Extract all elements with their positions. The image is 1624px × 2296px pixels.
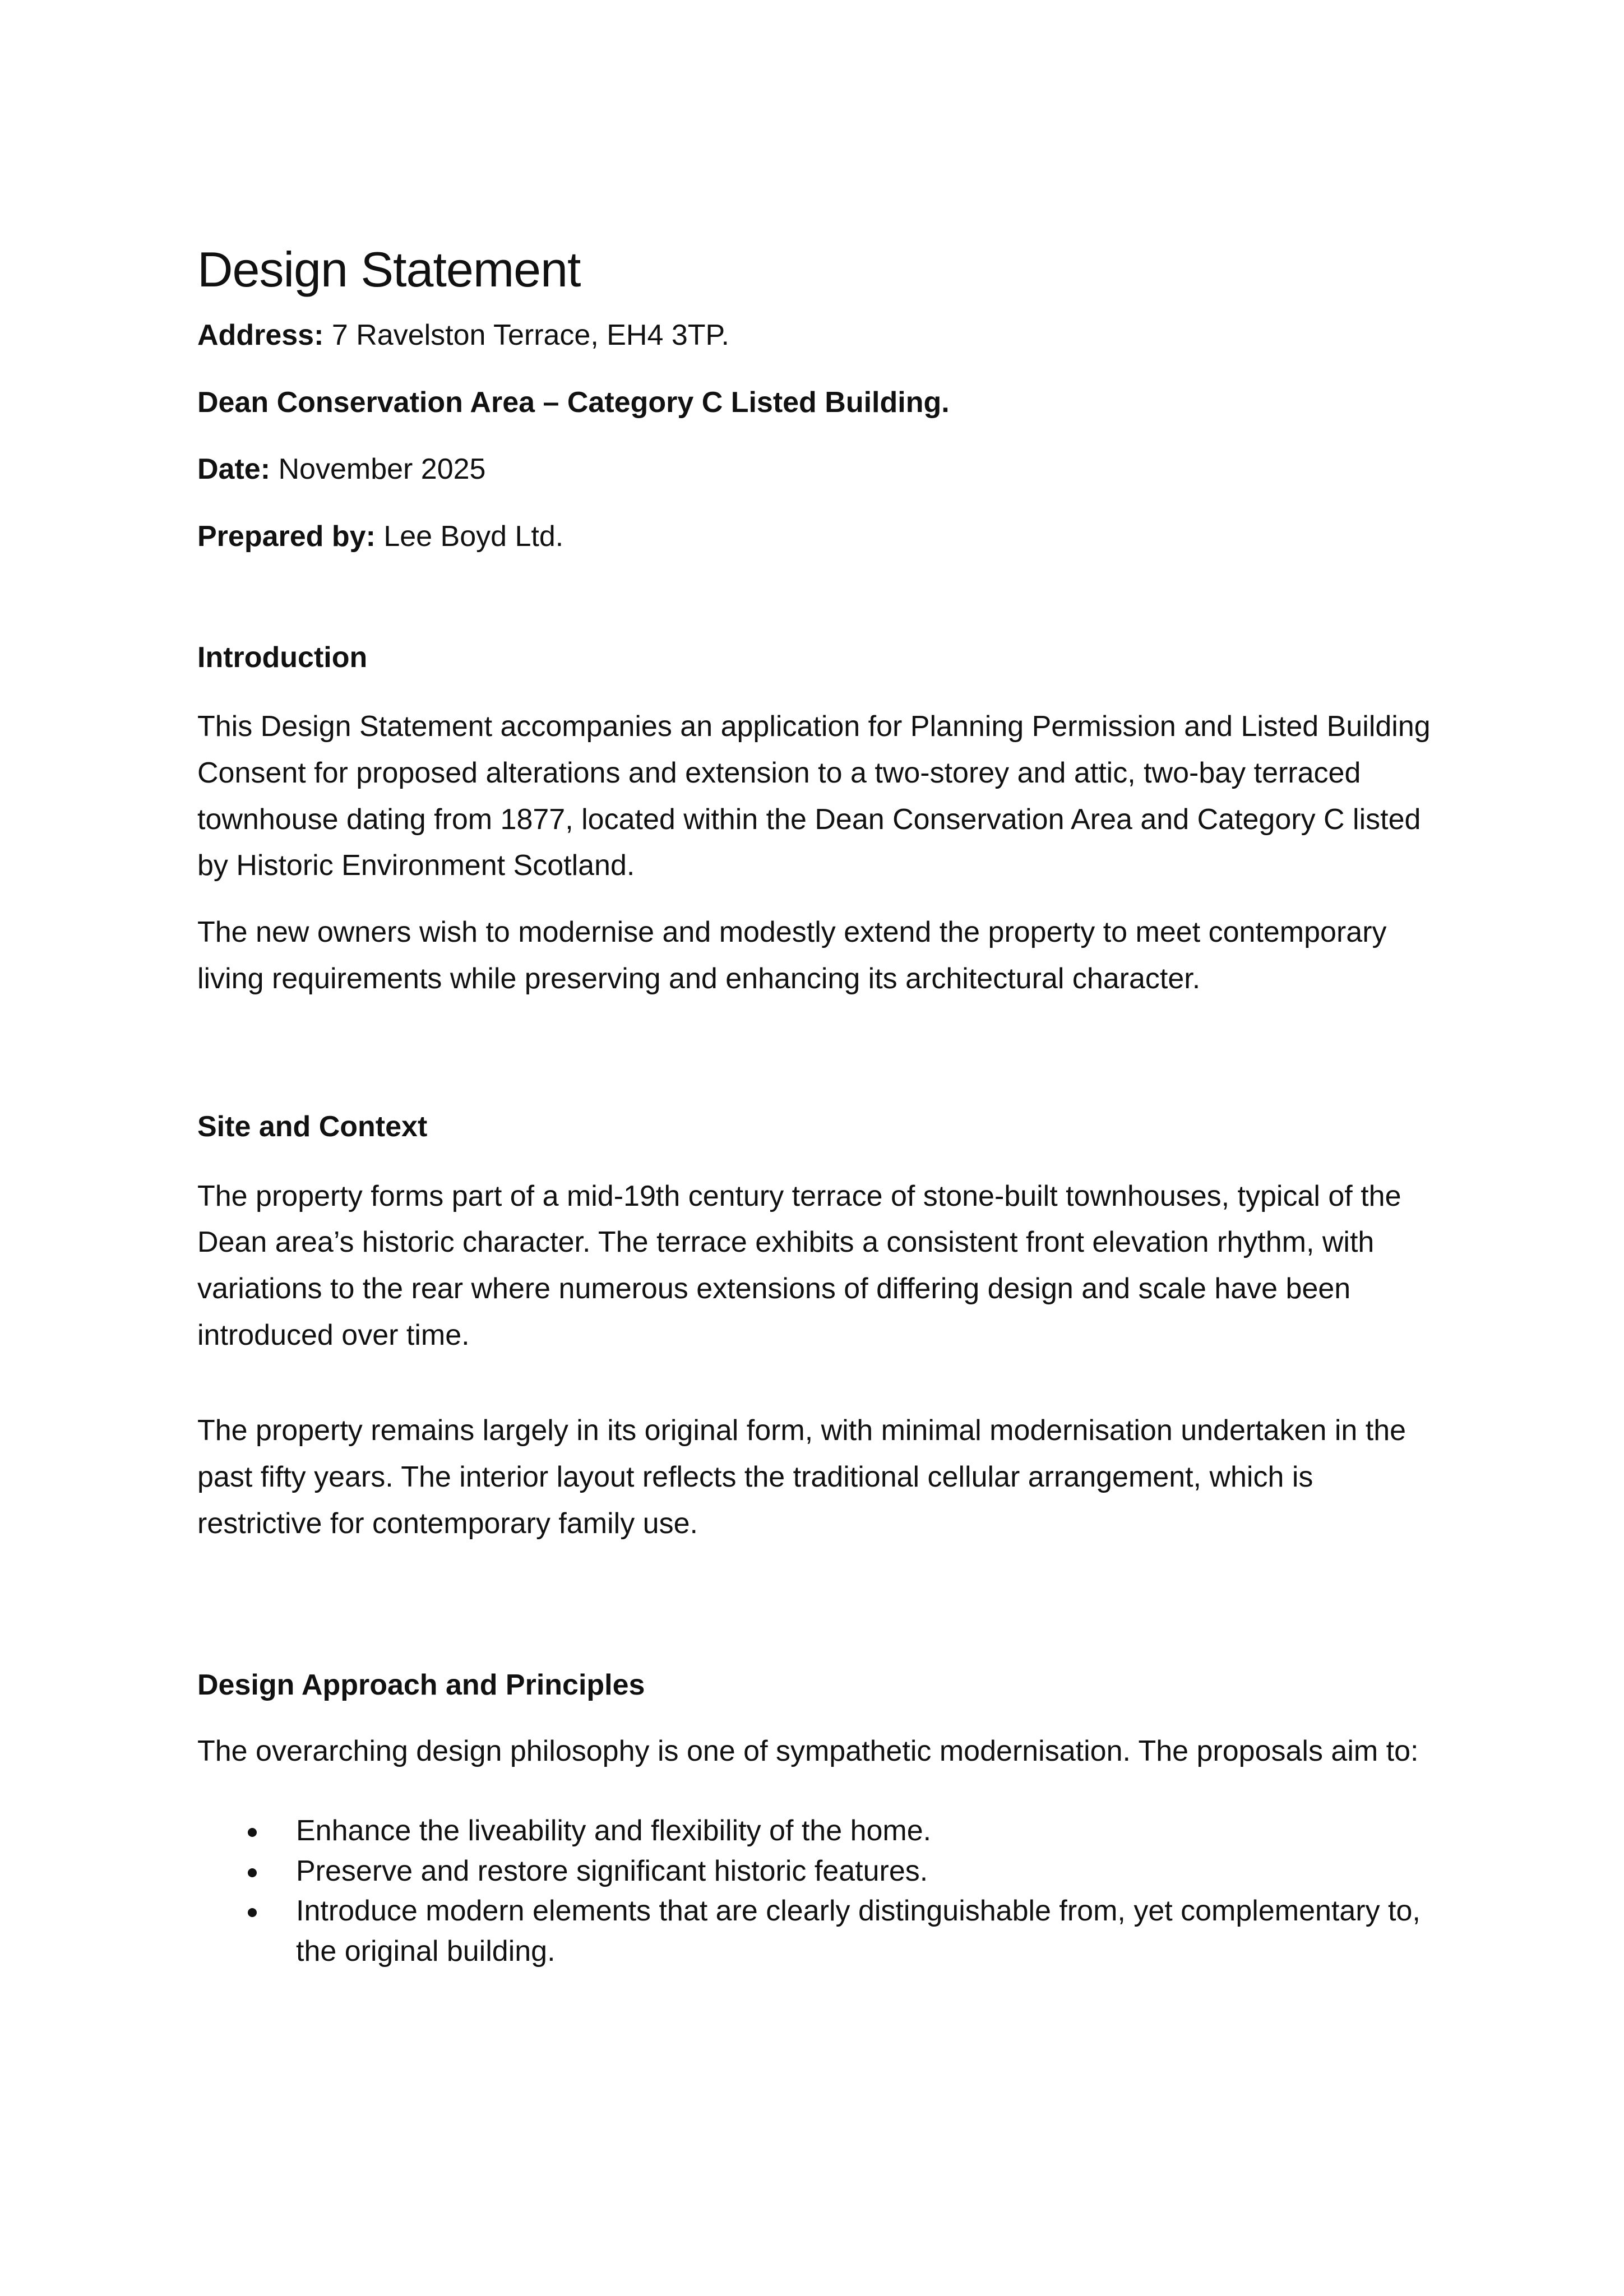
design-principles-list [197,1811,1442,1972]
introduction-section [197,639,1442,1002]
document-page [197,241,1442,1972]
prepared-by-label: Prepared by: [197,520,376,553]
introduction-heading: Introduction [197,641,368,674]
site-context-heading: Site and Context [197,1110,428,1144]
list-item [197,1891,1442,1972]
introduction-paragraph: The new owners wish to modernise and modestly extend the property to meet contemporary living requirements while preserving and enhancing its architectural character. [197,915,1387,995]
page-title: Design Statement [197,242,581,297]
site-context-paragraph: The property forms part of a mid-19th century terrace of stone-built townhouses, typical of the Dean area’s historic character. The terrace exhibits a consistent front elevation rhythm, with variations to the rear where numerous extensions of differing design and scale have been introduced over time. [197,1179,1401,1351]
list-item-text: Preserve and restore significant historic features. [296,1854,928,1887]
design-approach-section [197,1667,1442,1971]
address-value: 7 Ravelston Terrace, EH4 3TP. [323,319,729,352]
bullet-icon [248,1828,257,1837]
address-label: Address: [197,319,324,352]
design-approach-heading: Design Approach and Principles [197,1669,645,1702]
site-context-section [197,1108,1442,1547]
bullet-icon [248,1908,257,1917]
prepared-by-line [197,518,1442,556]
list-item-text: Enhance the liveability and flexibility of the home. [296,1814,932,1847]
list-item [197,1851,1442,1892]
designation-line: Dean Conservation Area – Category C Listed Building. [197,386,950,419]
date-label: Date: [197,453,271,486]
date-line [197,451,1442,489]
introduction-paragraph: This Design Statement accompanies an application for Planning Permission and Listed Building Consent for proposed alterations and extension to a two-storey and attic, two-bay terraced townhouse dating from 1877, located within the Dean Conservation Area and Category C listed by Historic Environment Scotland. [197,710,1431,882]
date-value: November 2025 [270,453,486,486]
bullet-icon [248,1868,257,1877]
address-line [197,317,1442,355]
list-item [197,1811,1442,1851]
prepared-by-value: Lee Boyd Ltd. [375,520,564,553]
site-context-paragraph: The property remains largely in its original form, with minimal modernisation undertaken in the past fifty years. The interior layout reflects the traditional cellular arrangement, which is restrictive for contemporary family use. [197,1414,1406,1540]
design-approach-intro: The overarching design philosophy is one of sympathetic modernisation. The proposals aim to: [197,1735,1419,1768]
list-item-text: Introduce modern elements that are clearly distinguishable from, yet complementary to, the original building. [296,1895,1421,1968]
